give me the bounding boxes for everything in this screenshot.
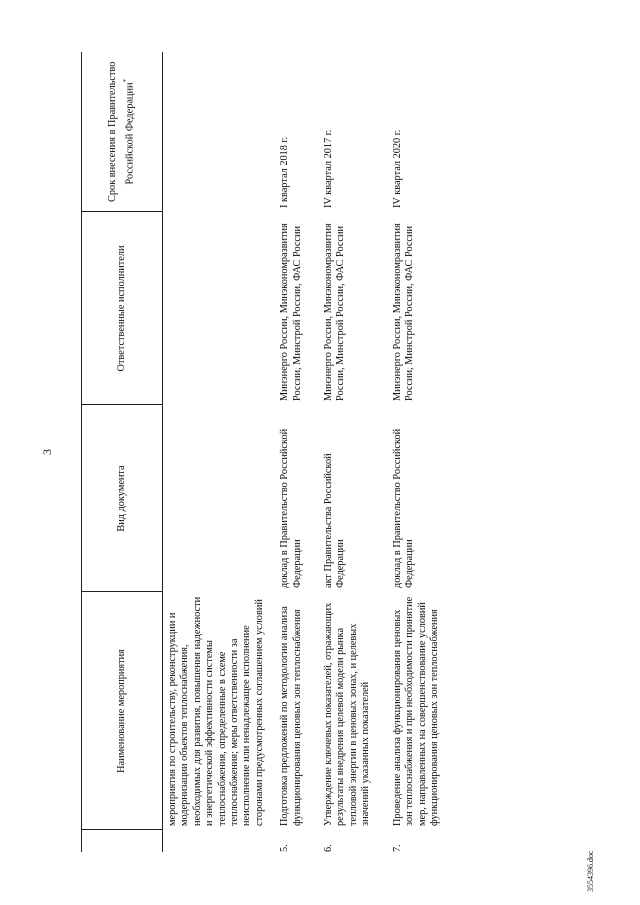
row-kind: доклад в Правительство Российской Федерации xyxy=(391,428,416,588)
row-responsible: Минэнерго России, Минэкономразвития России, Минстрой России, ФАС России xyxy=(279,223,303,401)
page-number: 3 xyxy=(40,449,54,455)
row-number: 7. xyxy=(391,844,403,852)
header-kind: Вид документа xyxy=(82,405,163,592)
row-kind: доклад в Правительство Российской Федерации xyxy=(279,428,303,588)
table-row xyxy=(389,52,458,852)
table-row xyxy=(320,52,389,852)
header-responsible: Ответственные исполнители xyxy=(82,212,163,405)
document-id: 3554396.doc xyxy=(586,850,595,892)
row-deadline: IV квартал 2020 г. xyxy=(391,129,403,208)
row-kind xyxy=(163,405,277,592)
rotated-page xyxy=(40,52,600,852)
row-responsible: Минэнерго России, Минэкономразвития России, Минстрой России, ФАС России xyxy=(391,223,416,401)
table-row xyxy=(276,52,320,852)
row-responsible xyxy=(163,212,277,405)
header-number xyxy=(82,830,163,852)
row-number: 6. xyxy=(323,844,335,852)
row-deadline xyxy=(163,52,277,212)
header-deadline-text: Срок внесения в Правительство Российской Федерации xyxy=(107,61,136,202)
row-name: Утверждение ключевых показателей, отражающих результаты внедрения целевой модели рынка тепловой энергии в ценовых зонах, и целевых значений указанных показателей xyxy=(323,602,372,826)
table-row xyxy=(163,52,277,852)
row-name: Проведение анализа функционирования ценовых зон теплоснабжения и при необходимости принятие мер, направленных на совершенствование условий функционирования ценовых зон теплоснабжения xyxy=(391,596,440,826)
header-deadline-mark: * xyxy=(121,79,130,83)
row-number xyxy=(163,830,277,852)
table-header-row xyxy=(82,52,163,852)
row-kind: акт Правительства Российской Федерации xyxy=(323,453,347,588)
row-number: 5. xyxy=(279,844,291,852)
row-name: Подготовка предложений по методологии анализа функционирования ценовых зон теплоснабжения xyxy=(279,606,303,826)
row-deadline: IV квартал 2017 г. xyxy=(323,129,335,208)
measures-table xyxy=(81,52,457,852)
header-deadline xyxy=(82,52,163,212)
row-name: мероприятия по строительству, реконструкции и модернизации объектов теплоснабжения, необходимых для развития, повышения надежности и энергетической эффективности системы теплоснабжения, определенные в схеме теплоснабжения; меры ответственности за неисполнение или ненадлежащее исполнение сторонами предусмотренных соглашением условий xyxy=(167,596,265,826)
row-deadline: I квартал 2018 г. xyxy=(279,136,291,208)
header-name: Наименование мероприятия xyxy=(82,592,163,830)
row-responsible: Минэнерго России, Минэкономразвития России, Минстрой России, ФАС России xyxy=(323,223,347,401)
